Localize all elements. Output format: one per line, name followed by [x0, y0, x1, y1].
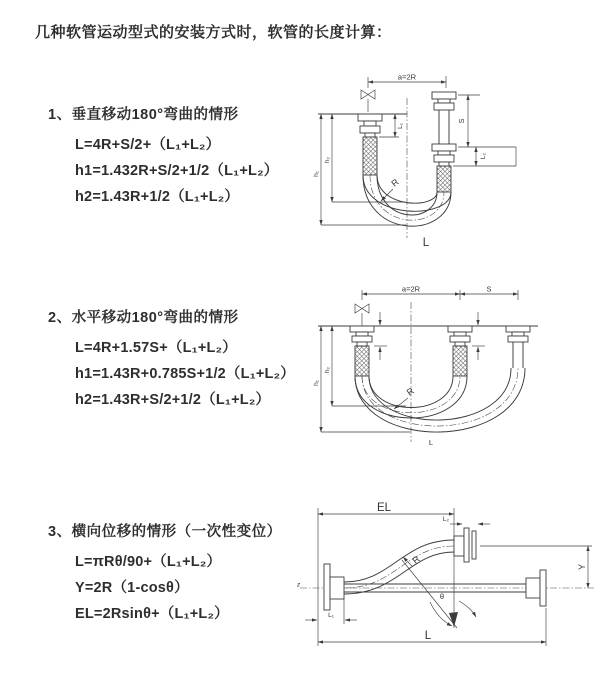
right-hose-fitting: [506, 326, 530, 368]
dim-fitting-left: [374, 312, 387, 360]
section-2-heading: 2、水平移动180°弯曲的情形: [48, 310, 239, 326]
dim-s: [460, 285, 518, 295]
formula-h1: h1=1.432R+S/2+1/2（L₁+L₂）: [75, 163, 279, 179]
braided-hose-section: [437, 166, 451, 192]
left-hose-fitting: [358, 114, 382, 175]
length-label: L: [424, 630, 432, 642]
dim-l: [318, 608, 546, 646]
page-title: 几种软管运动型式的安装方式时，软管的长度计算：: [35, 24, 392, 41]
left-hose-fitting: [350, 326, 374, 376]
dim-label-h1: h₁: [313, 380, 320, 386]
dim-l1: [305, 598, 357, 624]
hose-arcs: [355, 368, 525, 432]
left-flange: [324, 564, 344, 610]
right-hose-fitting: [432, 92, 456, 192]
dim-label-l1: L₁: [397, 123, 404, 129]
radius-label: R: [389, 176, 401, 189]
braided-hose-section: [453, 346, 467, 376]
dim-label-s: S: [486, 284, 492, 294]
formula-el: EL=2Rsinθ+（L₁+L₂）: [75, 606, 229, 622]
dim-l2: [476, 147, 487, 166]
dim-label-h2: h₂: [324, 366, 331, 374]
radius-label: R: [410, 553, 422, 566]
curved-hose: [344, 540, 454, 594]
dim-label-a2r: a=2R: [397, 72, 417, 82]
section-3-heading: 3、横向位移的情形（一次性变位）: [48, 524, 282, 540]
dim-label-l2: L₂: [442, 516, 450, 523]
length-label: L: [422, 237, 430, 249]
diagram-lateral-displacement: [296, 500, 600, 662]
valve-icon: [355, 304, 369, 326]
dim-label-h1: h₁: [313, 171, 320, 177]
dim-a2r: [362, 285, 518, 301]
middle-hose-fitting: [448, 326, 472, 376]
valve-icon: [361, 90, 375, 112]
section-1-heading: 1、垂直移动180°弯曲的情形: [48, 107, 239, 123]
angle-label: θ: [439, 592, 444, 601]
section-horizontal-movement: [48, 306, 295, 413]
braided-hose-section: [363, 137, 377, 175]
dim-a2r: [368, 73, 446, 89]
centerline-mark: z: [297, 581, 301, 589]
dim-l1: [379, 114, 404, 137]
dim-label-a2r: a=2R: [401, 284, 421, 294]
dim-label-y: Y: [577, 563, 587, 571]
dim-label-h2: h₂: [324, 156, 331, 164]
formula-length: L=4R+1.57S+（L₁+L₂）: [75, 340, 237, 356]
diagram-vertical-180-bend: [310, 68, 600, 258]
formula-h2: h2=1.43R+S/2+1/2（L₁+L₂）: [75, 392, 271, 408]
formula-length: L=4R+S/2+（L₁+L₂）: [75, 137, 221, 153]
dim-label-l2: L₂: [480, 152, 487, 160]
angle-construction: [402, 560, 476, 628]
formula-length: L=πRθ/90+（L₁+L₂）: [75, 554, 222, 570]
formula-h1: h1=1.43R+0.785S+1/2（L₁+L₂）: [75, 366, 295, 382]
section-lateral-displacement: [48, 520, 282, 627]
upper-flange: [454, 528, 476, 562]
dim-label-el: EL: [376, 502, 392, 514]
formula-y: Y=2R（1-cosθ）: [75, 580, 189, 596]
dim-l2: [443, 516, 490, 524]
braided-hose-section: [355, 346, 369, 376]
formula-h2: h2=1.43R+1/2（L₁+L₂）: [75, 189, 240, 205]
dim-label-l1: L₁: [328, 612, 334, 619]
length-label: L: [428, 438, 434, 447]
section-vertical-movement: [48, 103, 278, 210]
right-flange: [526, 570, 546, 606]
diagram-horizontal-180-bend: [310, 282, 600, 454]
dim-fitting-middle: [472, 312, 485, 360]
dim-el: [318, 502, 454, 646]
radius-callout: [394, 385, 416, 409]
radius-label: R: [404, 385, 416, 398]
dim-label-s: S: [457, 118, 466, 124]
